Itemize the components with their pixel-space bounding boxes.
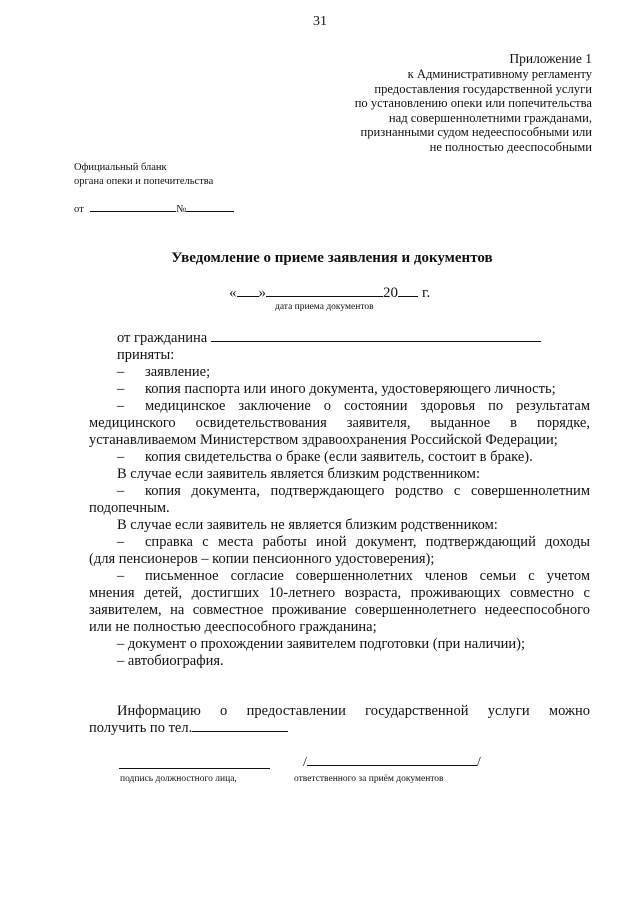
list-item-text: справка с места работы иной документ, подтверждающий доходы [145,534,590,550]
appendix-header [292,51,592,154]
not-relative-heading: В случае если заявитель не является близким родственником: [117,517,498,533]
month-field[interactable] [266,286,383,297]
quote-open: « [229,285,237,301]
page-number: 31 [313,14,327,29]
appendix-line: не полностью дееспособными [429,139,592,154]
list-item [117,568,590,585]
list-item-cont: подопечным. [89,500,170,516]
from-number-line [74,201,234,215]
dash: – [117,364,125,380]
appendix-line: признанными судом недееспособными или [360,125,592,139]
list-item [117,534,590,551]
list-item [117,398,590,415]
list-item-text: письменное согласие совершеннолетних членов семьи с учетом [145,568,590,584]
info-phone-label: получить по тел. [89,720,193,736]
list-item-cont: (для пенсионеров – копии пенсионного удостоверения); [89,551,435,567]
day-field[interactable] [237,286,259,297]
info-paragraph [89,703,590,737]
dash: – [117,381,125,397]
responsible-caption: ответственного за приём документов [294,774,444,784]
date-blank-field[interactable] [90,201,176,212]
list-item-text: копия паспорта или иного документа, удостоверяющего личность; [145,381,556,397]
official-blank-label [74,161,213,189]
from-citizen-line [117,330,590,347]
blank-line: Официальный бланк [74,162,167,173]
list-item [117,364,590,381]
document-title: Уведомление о приеме заявления и документов [171,250,493,266]
acceptance-date [229,285,430,302]
list-item-cont: медицинского освидетельствования заявителя, выданное в порядке, [89,415,590,431]
name-line [303,755,481,771]
appendix-line: предоставления государственной услуги [374,81,592,96]
dash: – [117,449,125,465]
year-field[interactable] [398,286,418,297]
appendix-line: над совершеннолетними гражданами, [388,110,592,125]
list-item [117,381,590,398]
list-item: – автобиография. [117,653,224,669]
slash-close: / [476,755,481,770]
year-suffix: г. [422,285,431,301]
from-label: от [74,204,84,215]
list-item [117,449,590,466]
list-item-text: копия свидетельства о браке (если заявитель, состоит в браке). [145,449,533,465]
phone-field[interactable] [192,721,288,732]
date-caption: дата приема документов [275,302,374,312]
blank-line: органа опеки и попечительства [74,176,214,187]
dash: – [117,534,125,550]
list-item-text: медицинское заключение о состоянии здоровья по результатам [145,398,590,414]
number-label: № [176,204,187,215]
list-item-cont: мнения детей, достигших 10-летнего возраста, проживающих совместно с [89,585,590,601]
appendix-line: по установлению опеки или попечительства [354,96,592,110]
quote-close: » [258,285,266,301]
citizen-name-field[interactable] [211,331,541,342]
number-blank-field[interactable] [186,201,234,212]
info-line: Информацию о предоставлении государственной услуги можно [117,703,590,719]
list-item: – документ о прохождении заявителем подготовки (при наличии); [117,636,526,652]
list-item-text: копия документа, подтверждающего родство с совершеннолетним [145,483,590,499]
relative-heading: В случае если заявитель является близким родственником: [117,466,480,482]
list-item-text: заявление; [145,364,211,380]
appendix-title: Приложение 1 [509,51,592,66]
appendix-line: к Административному регламенту [407,67,592,81]
info-phone-line [89,720,590,737]
list-item-cont: заявителем, на совместное проживание совершеннолетнего недееспособного [89,602,590,618]
signature-caption: подпись должностного лица, [120,774,237,784]
responsible-name-field[interactable] [307,755,477,766]
dash: – [117,483,125,499]
list-item-cont: устанавливаемом Министерством здравоохранения Российской Федерации; [89,432,558,448]
list-item-cont: или не полностью дееспособного гражданина; [89,619,377,635]
document-body [89,330,590,670]
list-item [117,483,590,500]
dash: – [117,568,125,584]
accepted-label: приняты: [117,347,175,363]
dash: – [117,398,125,414]
slash-open: / [303,755,307,770]
signature-line[interactable] [119,768,270,769]
year-prefix: 20 [383,285,398,301]
from-citizen-label: от гражданина [117,330,208,346]
